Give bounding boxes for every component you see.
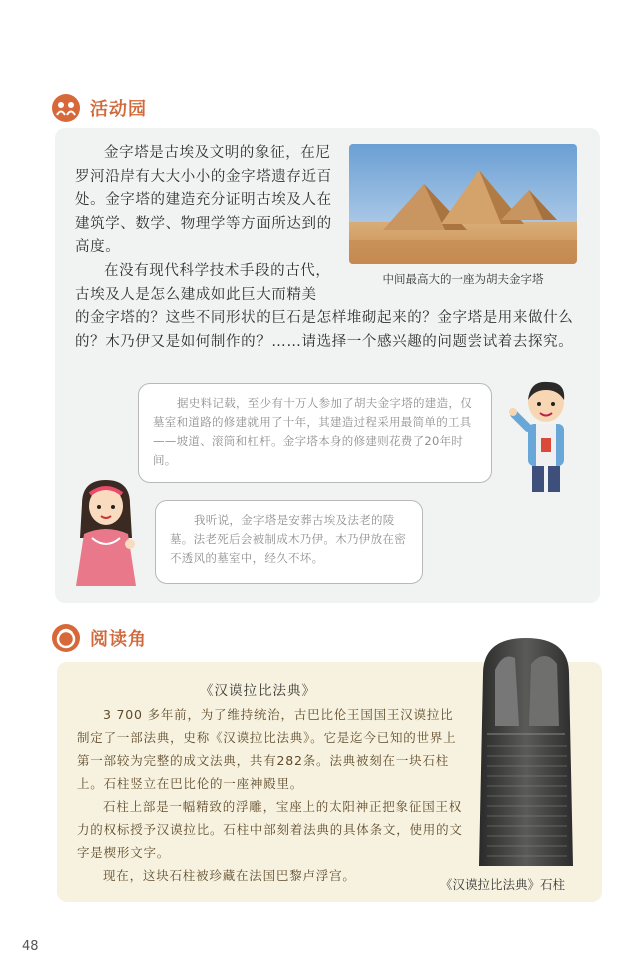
girl-illustration: [68, 478, 144, 588]
activity-paragraph-2-lead: 在没有现代科学技术手段的古代，古埃及人是怎么建成如此巨大而精美: [75, 263, 331, 303]
code-of-hammurabi-heading: 《汉谟拉比法典》: [200, 683, 316, 699]
activity-paragraph-2-rest: 的金字塔的？这些不同形状的巨石是怎样堆砌起来的？金字塔是用来做什么的？木乃伊又是如何制作的？……请选择一个感兴趣的问题尝试着去探究。: [75, 310, 574, 350]
activity-paragraph-1: 金字塔是古埃及文明的象征，在尼罗河沿岸有大大小小的金字塔遗存近百处。金字塔的建造充分证明古埃及人在建筑学、数学、物理学等方面所达到的高度。: [75, 145, 332, 255]
activity-icon: [52, 94, 80, 122]
book-icon: [52, 624, 80, 652]
girl-speech-text: 我听说，金字塔是安葬古埃及法老的陵墓。法老死后会被制成木乃伊。木乃伊放在密不透风的墓室中，经久不坏。: [170, 513, 406, 565]
page-number: 48: [22, 939, 39, 954]
reading-paragraph-2: 石柱上部是一幅精致的浮雕，宝座上的太阳神正把象征国王权力的权标授予汉谟拉比。石柱中部刻着法典的具体条文，使用的文字是楔形文字。: [77, 799, 463, 860]
boy-speech-bubble: [138, 383, 492, 483]
pyramids-photo: [349, 144, 577, 264]
pyramids-caption: 中间最高大的一座为胡夫金字塔: [382, 272, 544, 286]
boy-speech-text: 据史料记载，至少有十万人参加了胡夫金字塔的建造，仅墓室和道路的修建就用了十年，其建造过程采用最简单的工具——坡道、滚筒和杠杆。金字塔本身的修建则花费了20年时间。: [153, 396, 472, 467]
boy-illustration: [508, 378, 582, 498]
reading-paragraph-3: 现在，这块石柱被珍藏在法国巴黎卢浮宫。: [103, 868, 356, 883]
hammurabi-stele-photo: [473, 634, 579, 870]
activity-header: [52, 94, 147, 122]
reading-header: [52, 624, 147, 652]
activity-title: 活动园: [90, 99, 147, 120]
reading-title: 阅读角: [90, 629, 147, 650]
reading-paragraph-1: 3 700 多年前，为了维持统治，古巴比伦王国国王汉谟拉比制定了一部法典，史称《汉谟拉比法典》。它是迄今已知的世界上第一部较为完整的成文法典，共有282条。法典被刻在一块石柱上。石柱竖立在巴比伦的一座神殿里。: [77, 707, 457, 791]
girl-speech-bubble: [155, 500, 423, 584]
stele-caption: 《汉谟拉比法典》石柱: [440, 877, 566, 892]
